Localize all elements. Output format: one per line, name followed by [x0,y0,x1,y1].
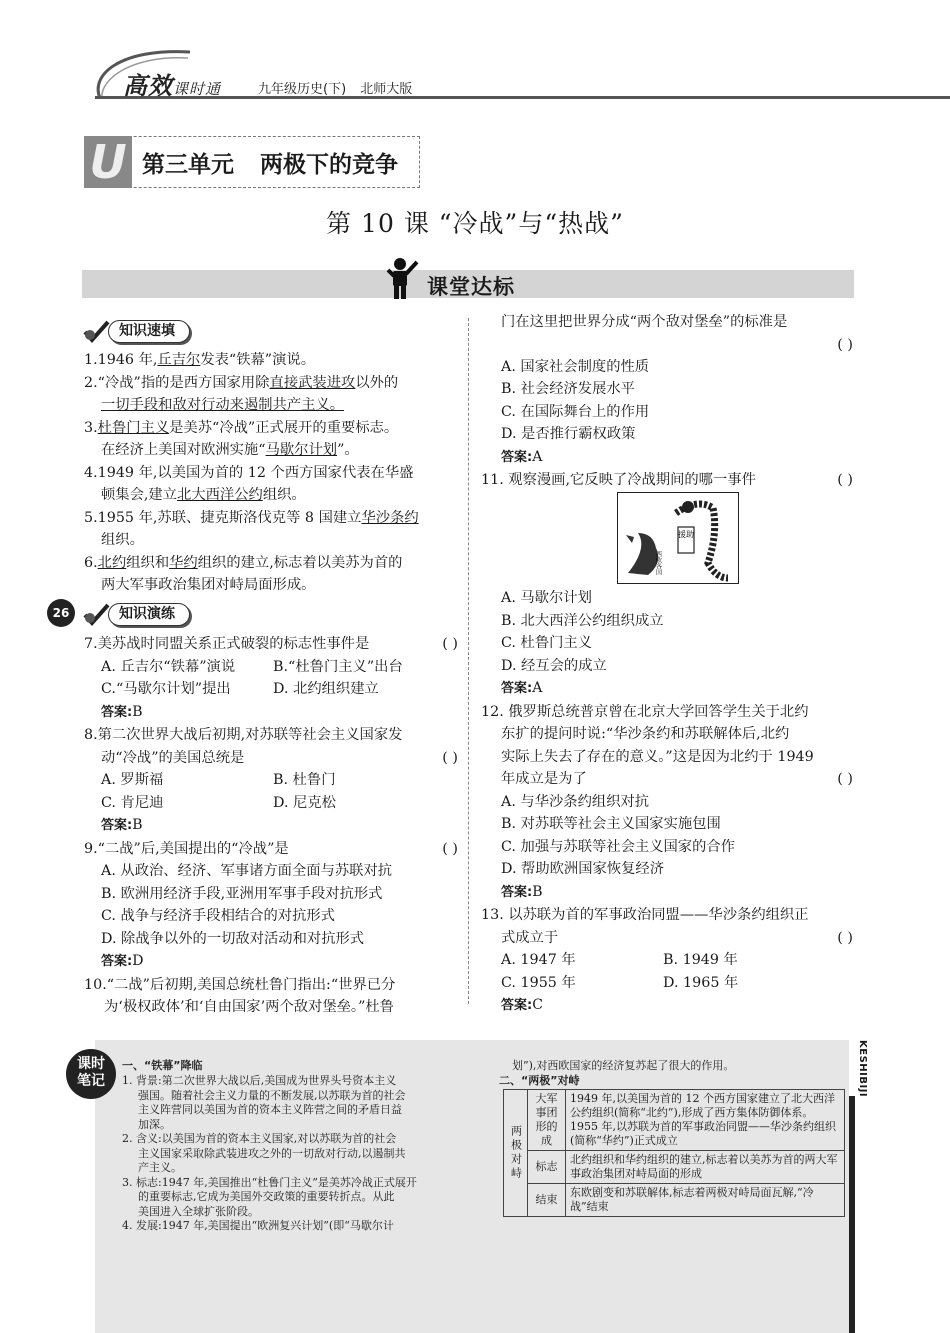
q8-options-ab: A. 罗斯福 B. 杜鲁门 [101,772,336,788]
unit-letter-icon: U [84,136,132,188]
section-tag-fill [82,320,202,344]
q7-answer: 答案:B [101,703,143,720]
fill-item-4-cont: 顿集会,建立北大西洋公约组织。 [101,487,306,503]
unit-title: 第三单元 两极下的竞争 [142,151,399,178]
q10-option-a: A. 国家社会制度的性质 [501,358,650,375]
banner-label: 课堂达标 [427,275,515,299]
q9-option-c: C. 战争与经济手段相结合的对抗形式 [101,908,335,924]
bipolar-table [503,1089,845,1217]
fill-item-6: 6.北约组织和华约组织的建立,标志着以美苏为首的 [84,554,403,571]
section-label: 知识演练 [108,603,190,626]
cartoon-sign-text: 援助 [678,530,694,539]
fill-item-3: 3.杜鲁门主义是美苏“冷战”正式展开的重要标志。 [84,419,399,436]
notes-right-cont: 划”),对西欧国家的经济复苏起了很大的作用。 [512,1059,735,1072]
teacher-figure-icon [385,256,419,300]
cartoon-label-text: 西欧各国 [654,551,662,575]
fill-item-2: 2.“冷战”指的是西方国家用除直接武装进攻以外的 [84,374,399,391]
cold-war-cartoon-image [617,492,739,584]
q11-stem: 11. 观察漫画,它反映了冷战期间的哪一事件 ( ) [481,472,853,488]
q12-stem-4: 年成立是为了 ( ) [501,771,853,787]
notes-heading-1: 一、“铁幕”降临 [122,1059,203,1072]
q10-paren-line: ( ) [837,336,853,353]
q10-stem: 10.“二战”后初期,美国总统杜鲁门指出:“世界已分 [84,976,396,993]
left-column-practice [84,633,458,1019]
q9-option-d: D. 除战争以外的一切敌对活动和对抗形式 [101,930,365,947]
table-row-text: 东欧剧变和苏联解体,标志着两极对峙局面瓦解,“冷战”结束 [566,1184,845,1217]
q12-option-c: C. 加强与苏联等社会主义国家的合作 [501,838,735,855]
q13-options-cd: C. 1955 年 D. 1965 年 [501,974,739,991]
table-row-label: 结束 [528,1184,566,1217]
left-column [84,349,458,597]
q11-answer: 答案:A [501,680,543,696]
q9-stem: 9.“二战”后,美国提出的“冷战”是 ( ) [84,840,458,857]
table-row-label: 标志 [528,1151,566,1184]
q7-options-ab: A. 丘吉尔“铁幕”演说 B.“杜鲁门主义”出台 [101,658,403,675]
section-label: 知识速填 [108,320,190,343]
table-row-text: 1949 年,以美国为首的 12 个西方国家建立了北大西洋公约组织(简称“北约”),形成了西方集体防御体系。1955 年,以苏联为首的军事政治同盟——华沙条约组织(简称“华约”)正式成立 [566,1090,845,1151]
brand-logo: 高效课时通 [123,71,222,100]
notes-side-label: KESHIBIJI [857,1040,868,1098]
fill-item-5-cont: 组织。 [101,532,144,548]
fill-item-3-cont: 在经济上美国对欧洲实施“马歇尔计划”。 [101,442,359,458]
notes-item-1: 1. 背景:第二次世界大战以后,美国成为世界头号资本主义 强国。随着社会主义力量的不断发展,以苏联为首的社会 主义阵营同以美国为首的资本主义阵营之间的矛盾日益 加深。 2. 含义:以美国为首的资本主义国家,对以苏联为首的社会 主义国家采取除武装进攻之外的一切敌对行动,以遏制共 产主义。 3. 标志:1947 年,美国推出“杜鲁门主义”是美苏冷战正式展开 的重要标志,它成为美国外交政策的重要转折点。从此 美国进入全球扩张阶段。 4. 发展:1947 年,美国提出“欧洲复兴计划”(即“马歇尔计 [122,1074,417,1232]
notes-badge: 课时 笔记 [66,1049,116,1099]
page-number-badge: 26 [47,599,75,627]
q11-option-d: D. 经互会的成立 [501,657,607,674]
q11-option-c: C. 杜鲁门主义 [501,635,593,651]
q12-option-b: B. 对苏联等社会主义国家实施包围 [501,816,721,832]
fill-item-5: 5.1955 年,苏联、捷克斯洛伐克等 8 国建立华沙条约 [84,509,419,526]
q7-options-cd: C.“马歇尔计划”提出 D. 北约组织建立 [101,681,379,697]
table-left-header: 两极对峙 [504,1090,528,1217]
fill-item-1: 1.1946 年,丘吉尔发表“铁幕”演说。 [84,352,316,368]
q9-answer: 答案:D [101,953,144,969]
q10-stem-cont: 为‘极权政体’和‘自由国家’两个敌对堡垒。”杜鲁 [104,999,394,1015]
q12-option-a: A. 与华沙条约组织对抗 [501,793,650,810]
q10-option-d: D. 是否推行霸权政策 [501,426,636,442]
q12-stem: 12. 俄罗斯总统普京曾在北京大学回答学生关于北约 [481,703,809,720]
q11-option-a: A. 马歇尔计划 [501,590,592,606]
q13-options-ab: A. 1947 年 B. 1949 年 [501,952,738,968]
table-row-label: 大军事团形的成 [528,1090,566,1151]
header-subtitle: 九年级历史(下) 北师大版 [258,82,413,97]
column-divider [468,318,469,1004]
q13-stem: 13. 以苏联为首的军事政治同盟——华沙条约组织正 [481,907,809,923]
lesson-title: 第 10 课 “冷战”与“热战” [326,209,624,238]
q9-option-a: A. 从政治、经济、军事诸方面全面与苏联对抗 [101,863,393,879]
q12-stem-3: 实际上失去了存在的意义。”这是因为北约于 1949 [501,748,814,765]
fill-item-4: 4.1949 年,以美国为首的 12 个西方国家代表在华盛 [84,464,414,481]
q13-answer: 答案:C [501,997,543,1013]
table-row-text: 北约组织和华约组织的建立,标志着以美苏为首的两大军事政治集团对峙局面的形成 [566,1151,845,1184]
notes-side-bar [849,1096,855,1333]
q8-answer: 答案:B [101,817,143,833]
q8-stem-cont: 动“冷战”的美国总统是 ( ) [101,749,458,766]
q10-option-c: C. 在国际舞台上的作用 [501,403,650,420]
right-column-lower [481,587,853,1018]
fill-item-6-cont: 两大军事政治集团对峙局面形成。 [101,577,316,593]
q10-stem-cont2: 门在这里把世界分成“两个敌对堡垒”的标准是 [501,314,788,330]
right-column [481,311,853,492]
q11-option-b: B. 北大西洋公约组织成立 [501,612,664,629]
fill-item-2-cont: 一切手段和敌对行动来遏制共产主义。 [101,397,345,413]
q12-option-d: D. 帮助欧洲国家恢复经济 [501,861,665,877]
notes-heading-2: 二、“两极”对峙 [499,1074,580,1087]
q8-stem: 8.第二次世界大战后初期,对苏联等社会主义国家发 [84,727,403,743]
q12-stem-2: 东扩的提问时说:“华沙条约和苏联解体后,北约 [501,726,790,742]
q9-option-b: B. 欧洲用经济手段,亚洲用军事手段对抗形式 [101,885,383,902]
section-tag-practice [82,603,202,627]
q10-answer: 答案:A [501,448,543,465]
q7-stem: 7.美苏战时同盟关系正式破裂的标志性事件是 ( ) [84,636,458,652]
q13-stem-2: 式成立于 ( ) [501,929,853,946]
q10-option-b: B. 社会经济发展水平 [501,381,635,397]
q8-options-cd: C. 肯尼迪 D. 尼克松 [101,794,336,811]
header-rule [95,96,950,99]
q12-answer: 答案:B [501,883,543,900]
